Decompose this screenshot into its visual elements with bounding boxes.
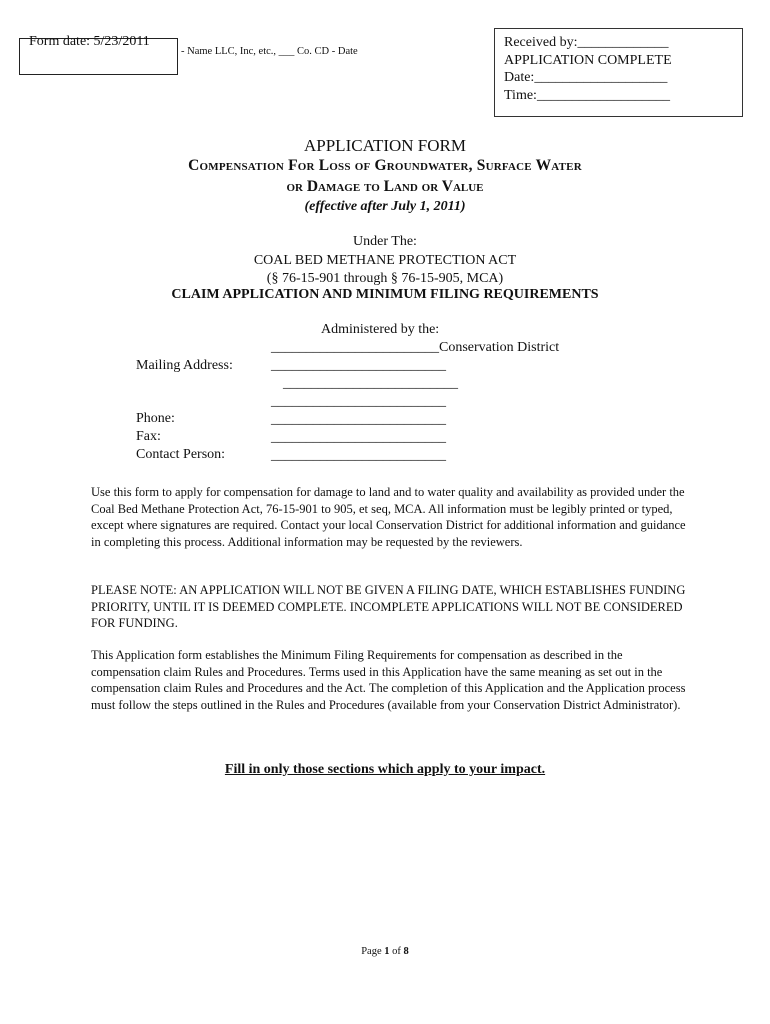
page-prefix: Page [361, 946, 385, 957]
subtitle-line-2: or Damage to Land or Value [286, 178, 484, 195]
please-note-paragraph: PLEASE NOTE: AN APPLICATION WILL NOT BE GIVEN A FILING DATE, WHICH ESTABLISHES FUNDING PRIORITY, UNTIL IT IS DEEMED COMPLETE. INCOMPLETE APPLICATIONS WILL NOT BE CONSIDERED FOR FUNDING. [91, 583, 686, 630]
mailing-address-field-3[interactable]: _________________________ [271, 394, 446, 409]
mailing-address-label: Mailing Address: [136, 358, 233, 373]
contact-person-label: Contact Person: [136, 447, 226, 462]
act-name: COAL BED METHANE PROTECTION ACT [253, 252, 517, 268]
page-footer [0, 946, 770, 957]
act-sections: (§ 76-15-901 through § 76-15-905, MCA) [266, 271, 504, 286]
fax-label: Fax: [136, 429, 161, 444]
page-total: 8 [403, 946, 409, 957]
received-time-field[interactable]: Time:___________________ [504, 87, 670, 103]
form-date: Form date: 5/23/2011 [29, 34, 150, 49]
intro-paragraph: Use this form to apply for compensation for damage to land and to water quality and availability as provided under the Coal Bed Methane Protection Act, 76-15-901 to 905, et seq, MCA. All information must be legibly printed or typed, except where signatures are required. Contact your local Conservation District for additional information and guidance in completing this process. Additional information may be requested by the reviewers. [91, 485, 686, 549]
received-box [494, 28, 743, 117]
fill-in-instruction: Fill in only those sections which apply to your impact. [224, 762, 546, 777]
fax-field[interactable]: _________________________ [271, 430, 446, 445]
received-by-field[interactable]: Received by:_____________ [504, 35, 669, 50]
received-date-field[interactable]: Date:___________________ [504, 70, 668, 85]
subtitle-line-1: Compensation For Loss of Groundwater, Surface Water [188, 157, 582, 174]
phone-field[interactable]: _________________________ [271, 412, 446, 427]
mailing-address-field-2[interactable]: _________________________ [283, 376, 458, 391]
page-number: 1 [384, 946, 390, 957]
contact-person-field[interactable]: _________________________ [271, 448, 446, 463]
page-of: of [389, 946, 404, 957]
phone-label: Phone: [136, 411, 175, 426]
administered-by-label: Administered by the: [321, 322, 440, 337]
application-complete-label: APPLICATION COMPLETE [504, 52, 672, 68]
requirements-paragraph: This Application form establishes the Minimum Filing Requirements for compensation as described in the compensation claim Rules and Procedures. Terms used in this Application have the same meaning as set out in the compensation claim Rules and Procedures and the Act. The completion of this Application and the Application process must follow the steps outlined in the Rules and Procedures (available from your Conservation District Administrator). [91, 648, 686, 712]
name-line: - Name LLC, Inc, etc., ___ Co. CD - Date [181, 46, 358, 57]
under-the-label: Under The: [353, 234, 417, 249]
effective-date-note: (effective after July 1, 2011) [304, 199, 466, 214]
mailing-address-field-1[interactable]: _________________________ [271, 358, 446, 373]
act-block [0, 233, 770, 289]
claim-heading: CLAIM APPLICATION AND MINIMUM FILING REQUIREMENTS [171, 287, 599, 302]
page-title: APPLICATION FORM [304, 136, 466, 155]
conservation-district-field[interactable]: ________________________Conservation District [271, 340, 560, 355]
